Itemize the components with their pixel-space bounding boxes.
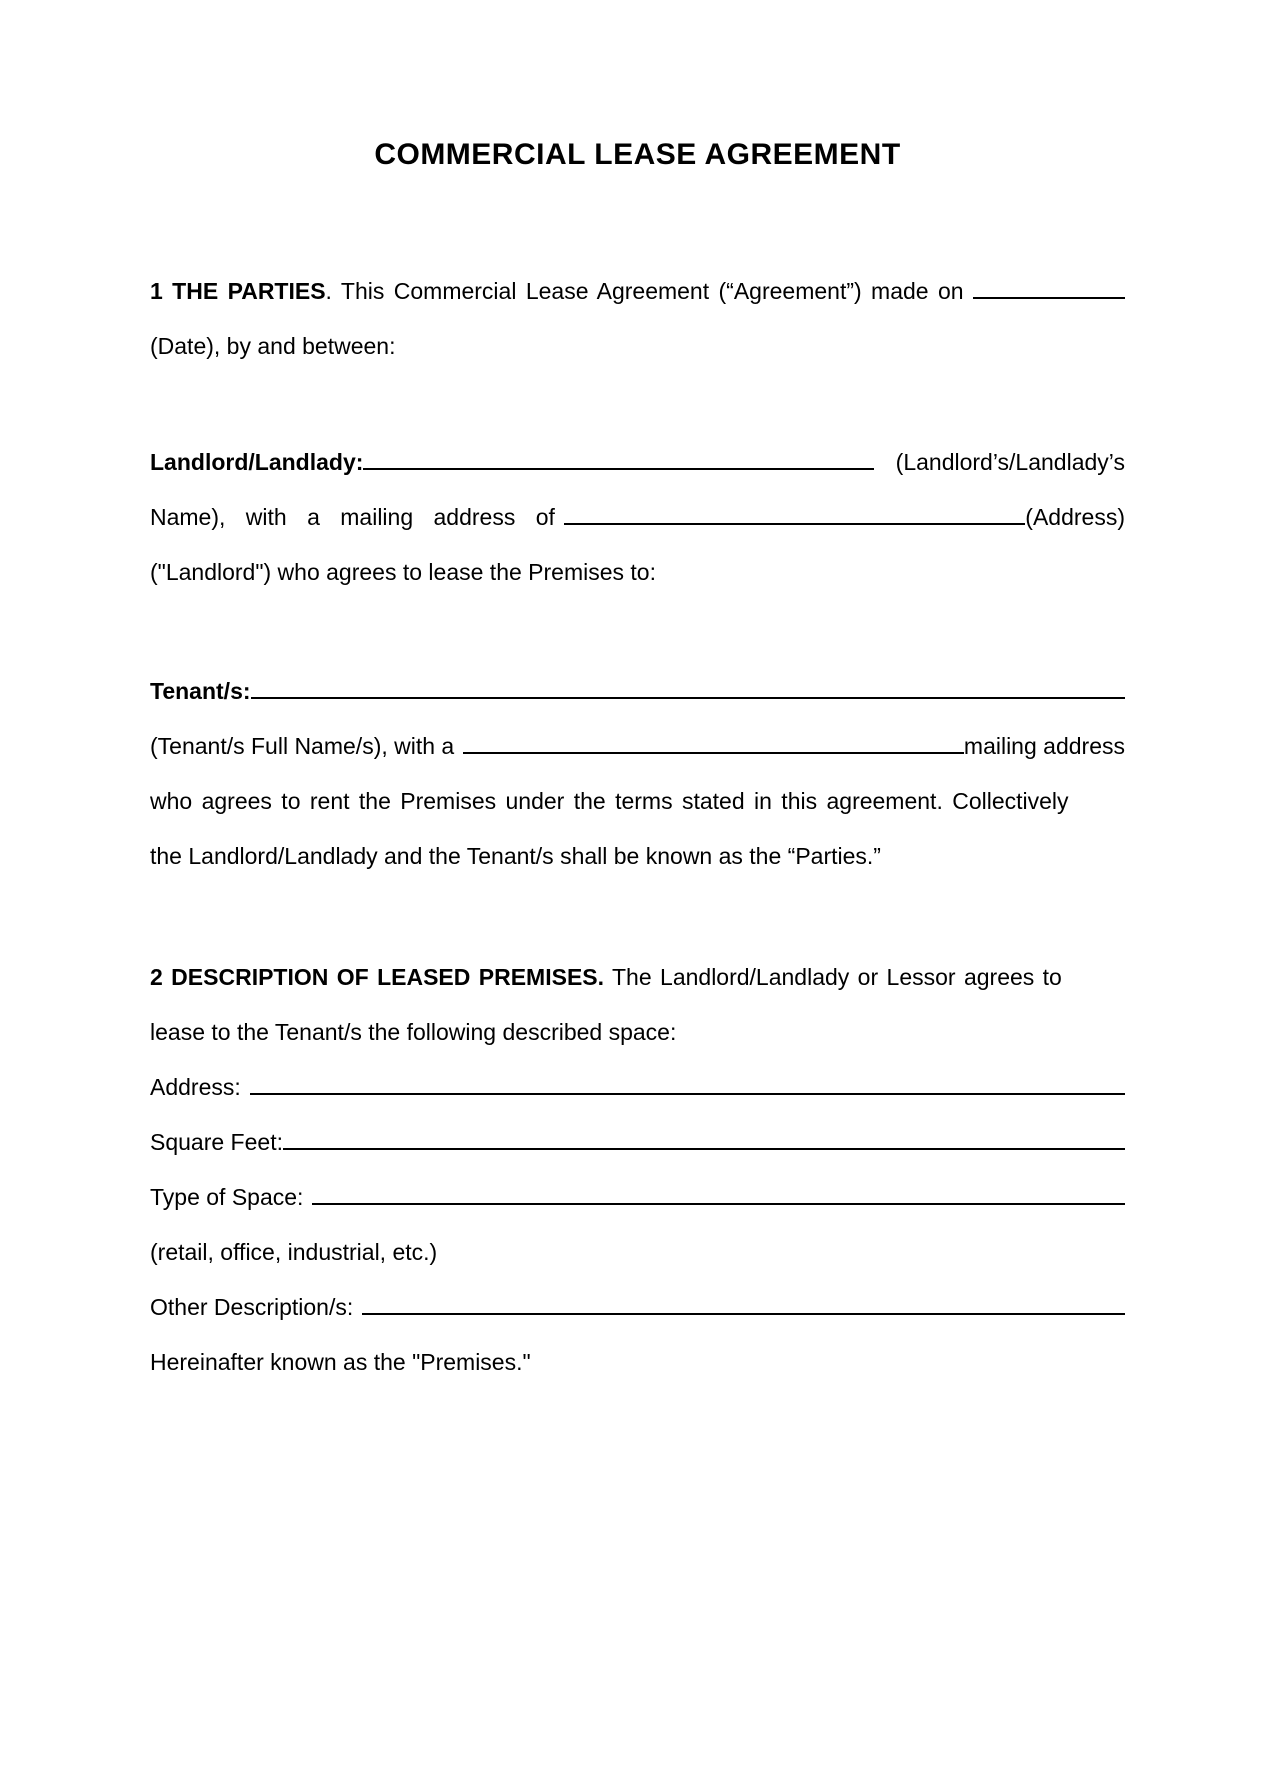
parties-known-text: the Landlord/Landlady and the Tenant/s shall be known as the “Parties.” — [150, 843, 881, 869]
other-description-label: Other Description/s: — [150, 1294, 354, 1320]
date-blank[interactable] — [973, 271, 1125, 299]
type-of-space-hint-line — [150, 1225, 1125, 1280]
parties-known-line — [150, 829, 1125, 884]
document-page — [0, 137, 1275, 1787]
premises-fields — [150, 1060, 1125, 1390]
section-2-heading: 2 DESCRIPTION OF LEASED PREMISES. — [150, 964, 605, 990]
landlord-name-hint: (Landlord’s/Landlady’s — [895, 449, 1125, 475]
tenant-address-suffix: mailing address — [963, 733, 1125, 759]
premises-known-line — [150, 1335, 1125, 1390]
document-title: COMMERCIAL LEASE AGREEMENT — [374, 138, 901, 171]
premises-known-text: Hereinafter known as the "Premises." — [150, 1349, 531, 1375]
tenant-address-text: (Tenant/s Full Name/s), with a — [150, 733, 455, 759]
landlord-name-blank[interactable] — [363, 442, 873, 470]
premises-address-blank[interactable] — [250, 1067, 1125, 1095]
lease-space-text: lease to the Tenant/s the following described space: — [150, 1019, 677, 1045]
landlord-address-text: Name), with a mailing address of — [150, 504, 555, 530]
premises-heading-line — [150, 950, 1125, 1005]
date-between-text: (Date), by and between: — [150, 333, 396, 359]
landlord-paragraph — [150, 435, 1125, 600]
date-between-line — [150, 319, 1125, 374]
tenant-rent-text: who agrees to rent the Premises under the terms stated in this agreement. Collectively — [150, 788, 1069, 814]
tenant-name-line — [150, 664, 1125, 719]
type-of-space-blank[interactable] — [312, 1177, 1125, 1205]
tenant-name-blank[interactable] — [251, 671, 1125, 699]
landlord-agrees-text: ("Landlord") who agrees to lease the Premises to: — [150, 559, 656, 585]
section-1-heading-text: . This Commercial Lease Agreement (“Agreement”) made on — [325, 278, 964, 304]
landlord-address-line — [150, 490, 1125, 545]
landlord-address-blank[interactable] — [564, 497, 1025, 525]
type-of-space-label: Type of Space: — [150, 1184, 304, 1210]
parties-heading-line — [150, 264, 1125, 319]
square-feet-line — [150, 1115, 1125, 1170]
other-description-blank[interactable] — [362, 1287, 1125, 1315]
landlord-address-hint: (Address) — [1025, 504, 1125, 530]
section-2-heading-text: The Landlord/Landlady or Lessor agrees to — [604, 964, 1062, 990]
section-2-intro-paragraph — [150, 950, 1125, 1060]
tenant-address-blank[interactable] — [463, 726, 964, 754]
type-of-space-hint: (retail, office, industrial, etc.) — [150, 1239, 438, 1265]
landlord-name-line — [150, 435, 1125, 490]
premises-address-line — [150, 1060, 1125, 1115]
lease-space-line — [150, 1005, 1125, 1060]
tenant-paragraph — [150, 664, 1125, 884]
tenant-label: Tenant/s: — [150, 678, 251, 704]
section-1-intro-paragraph — [150, 264, 1125, 374]
landlord-label: Landlord/Landlady: — [150, 449, 364, 475]
square-feet-label: Square Feet: — [150, 1129, 283, 1155]
section-1-heading: 1 THE PARTIES — [150, 278, 326, 304]
premises-address-label: Address: — [150, 1074, 241, 1100]
landlord-agrees-line — [150, 545, 1125, 600]
other-description-line — [150, 1280, 1125, 1335]
tenant-rent-line — [150, 774, 1125, 829]
square-feet-blank[interactable] — [283, 1122, 1125, 1150]
type-of-space-line — [150, 1170, 1125, 1225]
tenant-address-line — [150, 719, 1125, 774]
